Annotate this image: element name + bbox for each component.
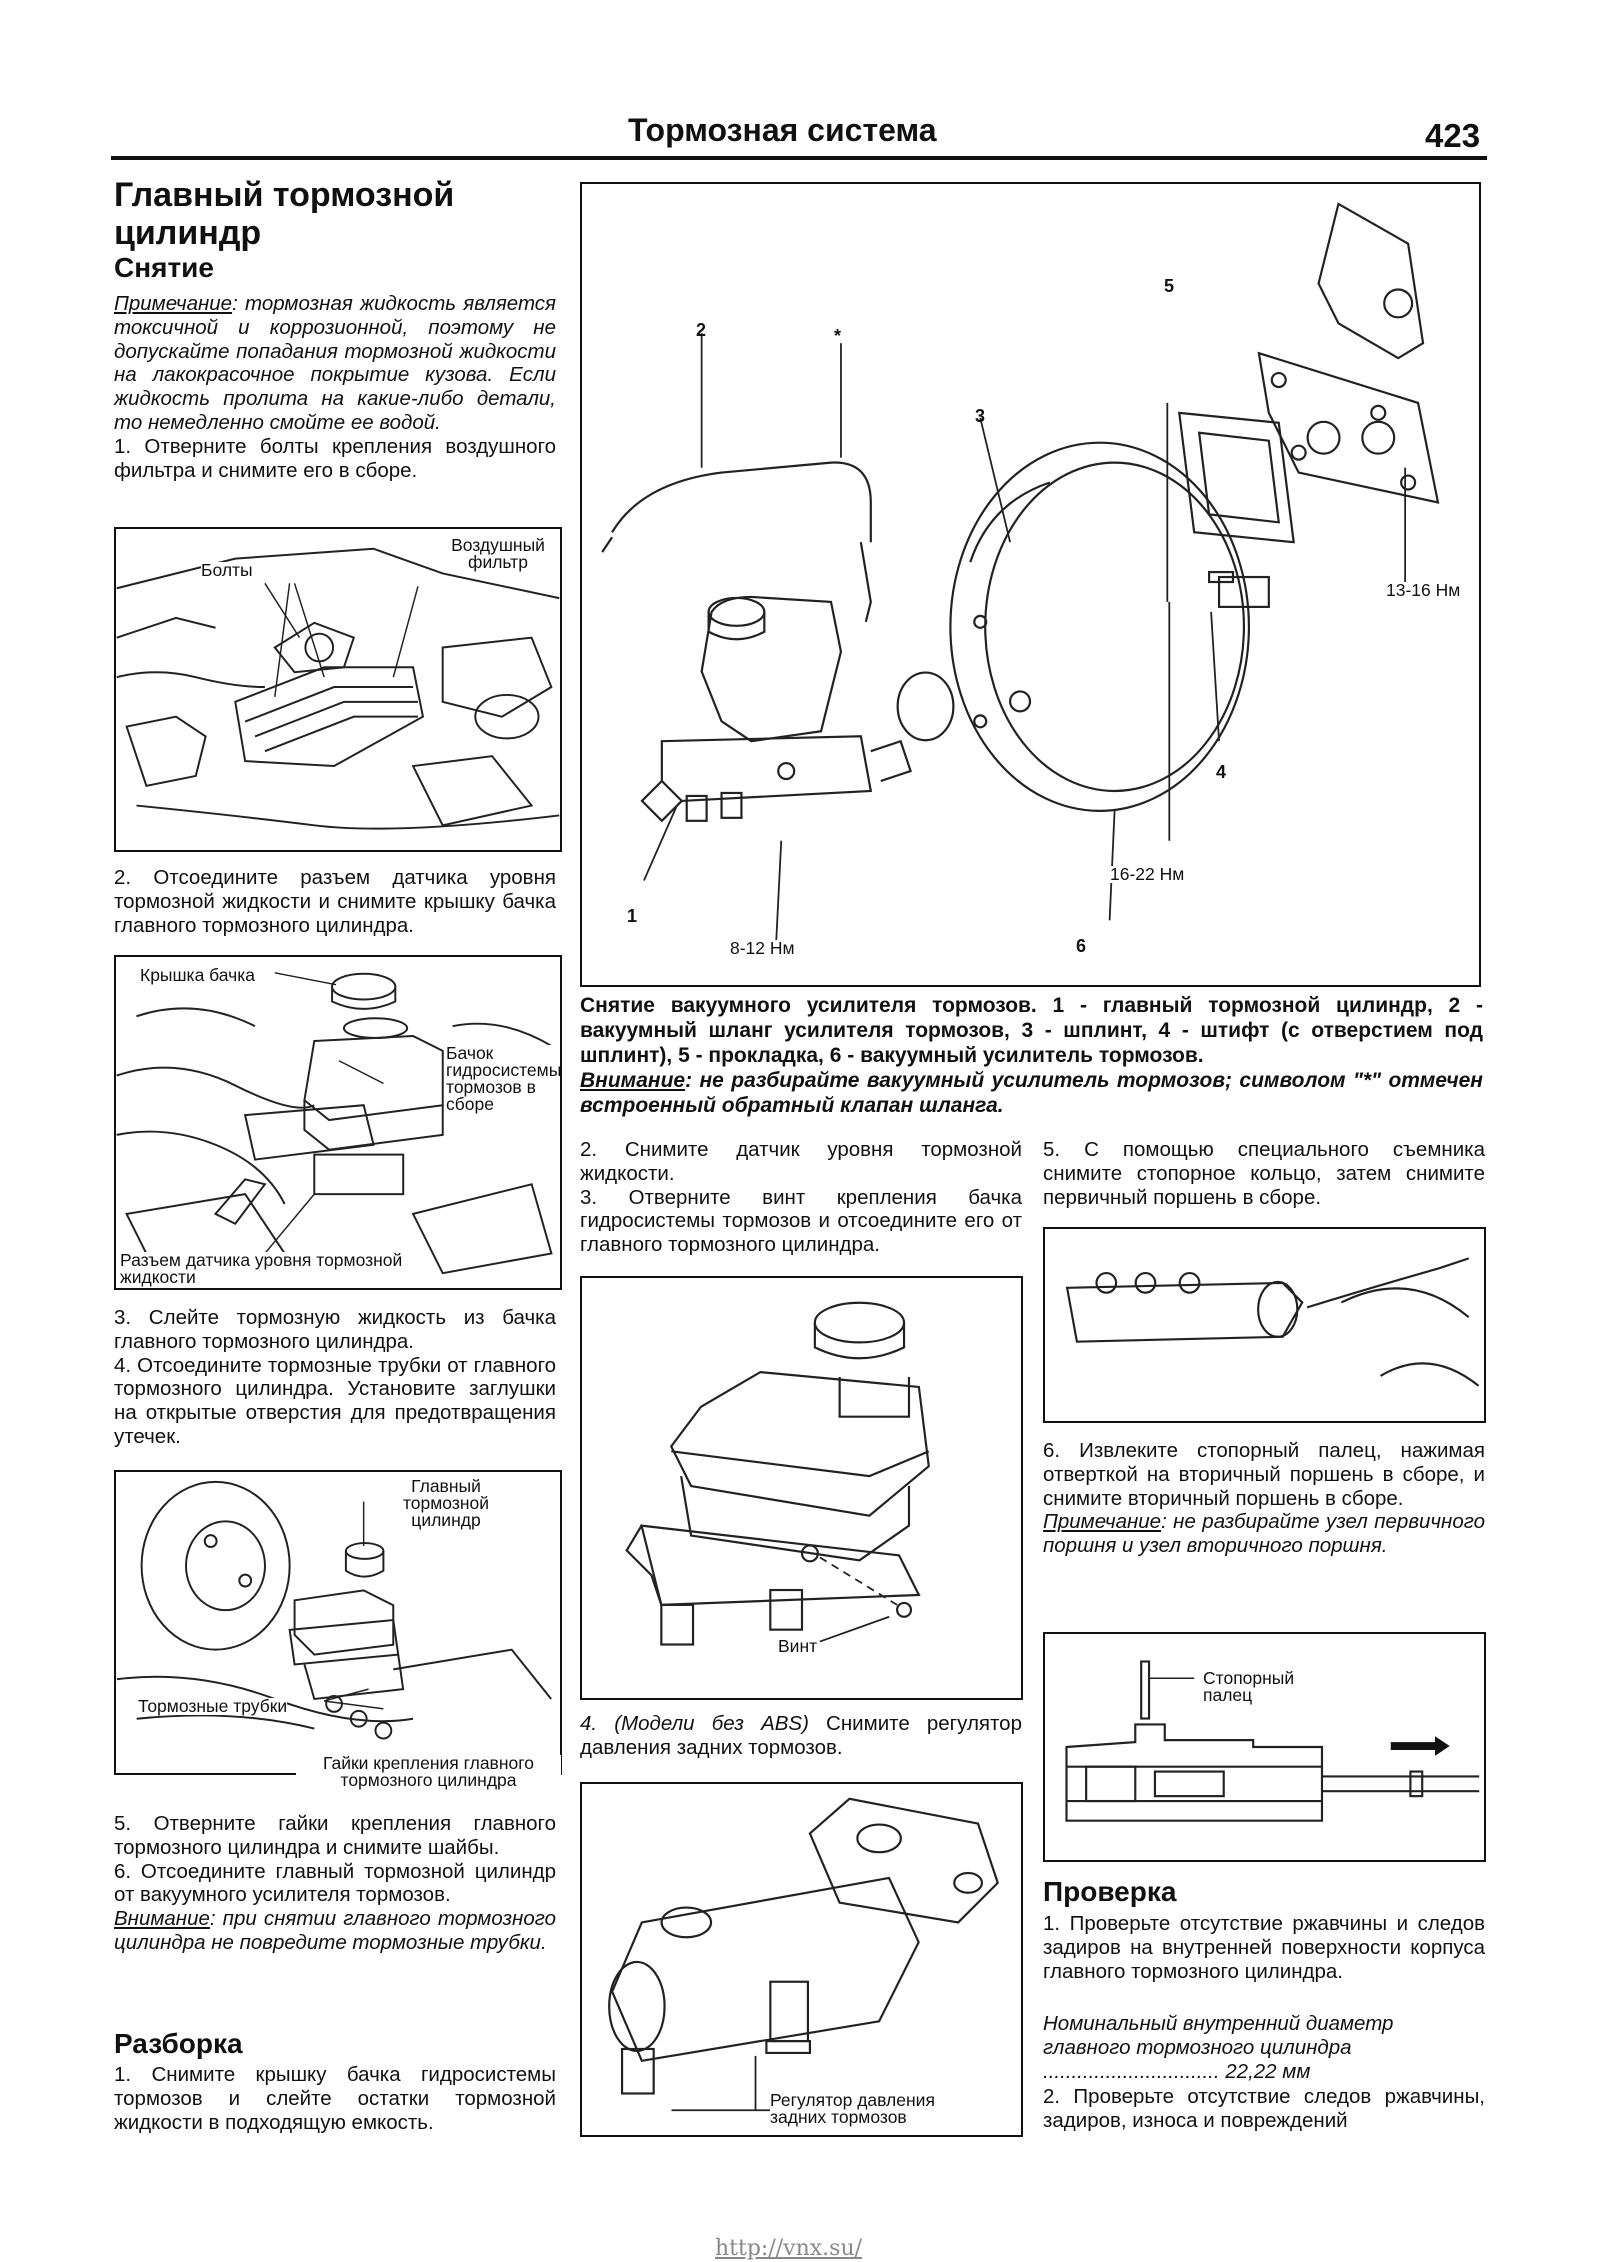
callout-star: *: [834, 326, 842, 346]
figure-air-filter: [114, 527, 562, 852]
label-screw: Винт: [778, 1636, 818, 1656]
torque-13-16: 13-16 Нм: [1386, 580, 1461, 600]
callout-1: 1: [627, 906, 638, 926]
label-air-filter: Воздушный фильтр: [438, 537, 558, 571]
callout-3: 3: [975, 406, 986, 426]
label-cap: Крышка бачка: [140, 965, 256, 985]
step-1: 1. Отверните болты крепления воздушного фильтра и снимите его в сборе.: [114, 434, 556, 482]
label-regulator: Регулятор давления задних тормозов: [770, 2092, 990, 2126]
caption-text: Снятие вакуумного усилителя тормозов. 1 - главный тормозной цилиндр, 2 - вакуумный шланг усилителя тормозов, 3 - шплинт, 4 - штифт (с отверстием под шплинт), 5 - прокладка, 6 - вакуумный усилитель тормозов.: [580, 994, 1483, 1067]
label-nuts: Гайки крепления главного тормозного цилиндра: [296, 1755, 561, 1789]
mid-step-4-model: 4. (Модели без ABS): [580, 1712, 809, 1735]
right-text-block-2: [1043, 1439, 1485, 1558]
step-3: 3. Слейте тормозную жидкость из бачка главного тормозного цилиндра.: [114, 1306, 556, 1353]
note-text: : тормозная жидкость является токсичной и коррозионной, поэтому не допускайте попадания тормозной жидкости на лакокрасочное покрытие кузова. Если жидкость пролита на какие-либо детали, то немедленно смойте ее водой.: [114, 292, 556, 434]
engine-bay-drawing: [116, 529, 560, 850]
right-note-text: : не разбирайте узел первичного поршня и узел вторичного поршня.: [1043, 1510, 1485, 1558]
warning-label: Внимание: [114, 1907, 210, 1931]
running-title: Тормозная система: [628, 112, 937, 148]
check-step-1: 1. Проверьте отсутствие ржавчины и следов задиров на внутренней поверхности корпуса главного тормозного цилиндра.: [1043, 1912, 1485, 1983]
callout-4: 4: [1216, 762, 1227, 782]
mid-step-4-text: Снимите регулятор давления задних тормозов.: [580, 1712, 1022, 1759]
figure-stop-pin: [1043, 1632, 1486, 1862]
callout-2: 2: [696, 320, 707, 340]
step-2: 2. Отсоедините разъем датчика уровня тормозной жидкости и снимите крышку бачка главного тормозного цилиндра.: [114, 866, 556, 937]
regulator-drawing: [582, 1784, 1021, 2135]
main-caption: [580, 993, 1483, 1118]
middle-text-block-1: [580, 1138, 1022, 1257]
left-text-block-1: [114, 292, 556, 482]
mid-step-4: [580, 1712, 1022, 1760]
page-number: 423: [1425, 117, 1481, 154]
mid-step-2: 2. Снимите датчик уровня тормозной жидкости.: [580, 1138, 1022, 1185]
reservoir-screw-drawing: [582, 1278, 1021, 1698]
torque-16-22: 16-22 Нм: [1110, 864, 1185, 884]
warning-text: : при снятии главного тормозного цилиндра не повредите тормозные трубки.: [114, 1907, 556, 1954]
mid-step-3: 3. Отверните винт крепления бачка гидросистемы тормозов и отсоедините его от главного тормозного цилиндра.: [580, 1185, 1022, 1257]
torque-8-12: 8-12 Нм: [730, 938, 795, 958]
figure-vacuum-booster: [580, 182, 1481, 987]
footer-url[interactable]: http://vnx.su/: [715, 2236, 863, 2261]
vacuum-booster-drawing: [582, 184, 1479, 985]
callout-6: 6: [1076, 936, 1087, 956]
figure-reservoir: [114, 955, 562, 1290]
spec-label: Номинальный внутренний диаметр главного тормозного цилиндра: [1043, 2012, 1394, 2059]
reservoir-drawing: [116, 957, 560, 1288]
section-title: Главный тормозной цилиндр: [114, 176, 455, 252]
label-bolts: Болты: [201, 560, 253, 580]
spec-value: 22,22 мм: [1225, 2059, 1311, 2083]
left-text-block-2: [114, 1306, 556, 1449]
step-4: 4. Отсоедините тормозные трубки от главного тормозного цилиндра. Установите заглушки на открытые отверстия для предотвращения утечек.: [114, 1353, 556, 1448]
right-note-label: Примечание: [1043, 1510, 1162, 1534]
primary-piston-drawing: [1045, 1229, 1484, 1421]
label-pipes: Тормозные трубки: [138, 1696, 288, 1716]
figure-screw: [580, 1276, 1023, 1700]
label-master: Главный тормозной цилиндр: [386, 1478, 506, 1529]
header-rule: [111, 156, 1487, 160]
figure-master-cylinder: [114, 1470, 562, 1790]
step-6: 6. Отсоедините главный тормозной цилиндр от вакуумного усилителя тормозов.: [114, 1859, 556, 1907]
figure-regulator: [580, 1782, 1023, 2137]
note-label: Примечание: [114, 292, 233, 315]
disassembly-step-1: 1. Снимите крышку бачка гидросистемы тормозов и слейте остатки тормозной жидкости в подходящую емкость.: [114, 2063, 556, 2134]
spec-block: [1043, 2012, 1485, 2083]
disassembly-heading: Разборка: [114, 2028, 243, 2059]
spec-dots: ...............................: [1043, 2059, 1220, 2083]
left-text-block-3: [114, 1812, 556, 1955]
check-heading: Проверка: [1043, 1876, 1177, 1907]
figure-primary-piston: [1043, 1227, 1486, 1423]
removal-heading: Снятие: [114, 252, 214, 283]
caption-warning-label: Внимание: [580, 1069, 686, 1092]
right-step-5: 5. С помощью специального съемника снимите стопорное кольцо, затем снимите первичный поршень в сборе.: [1043, 1138, 1485, 1209]
check-step-2: 2. Проверьте отсутствие следов ржавчины, задиров, износа и повреждений: [1043, 2085, 1485, 2132]
label-stop-pin: Стопорный палец: [1203, 1670, 1313, 1704]
step-5: 5. Отверните гайки крепления главного тормозного цилиндра и снимите шайбы.: [114, 1812, 556, 1859]
right-step-6: 6. Извлеките стопорный палец, нажимая отверткой на вторичный поршень в сборе, и снимите вторичный поршень в сборе.: [1043, 1439, 1485, 1510]
caption-warning-text: : не разбирайте вакуумный усилитель тормозов; символом "*" отмечен встроенный обратный клапан шланга.: [580, 1069, 1483, 1117]
label-reservoir: Бачок гидросистемы тормозов в сборе: [446, 1043, 562, 1114]
label-connector: Разъем датчика уровня тормозной жидкости: [120, 1252, 420, 1286]
callout-5: 5: [1164, 276, 1175, 296]
